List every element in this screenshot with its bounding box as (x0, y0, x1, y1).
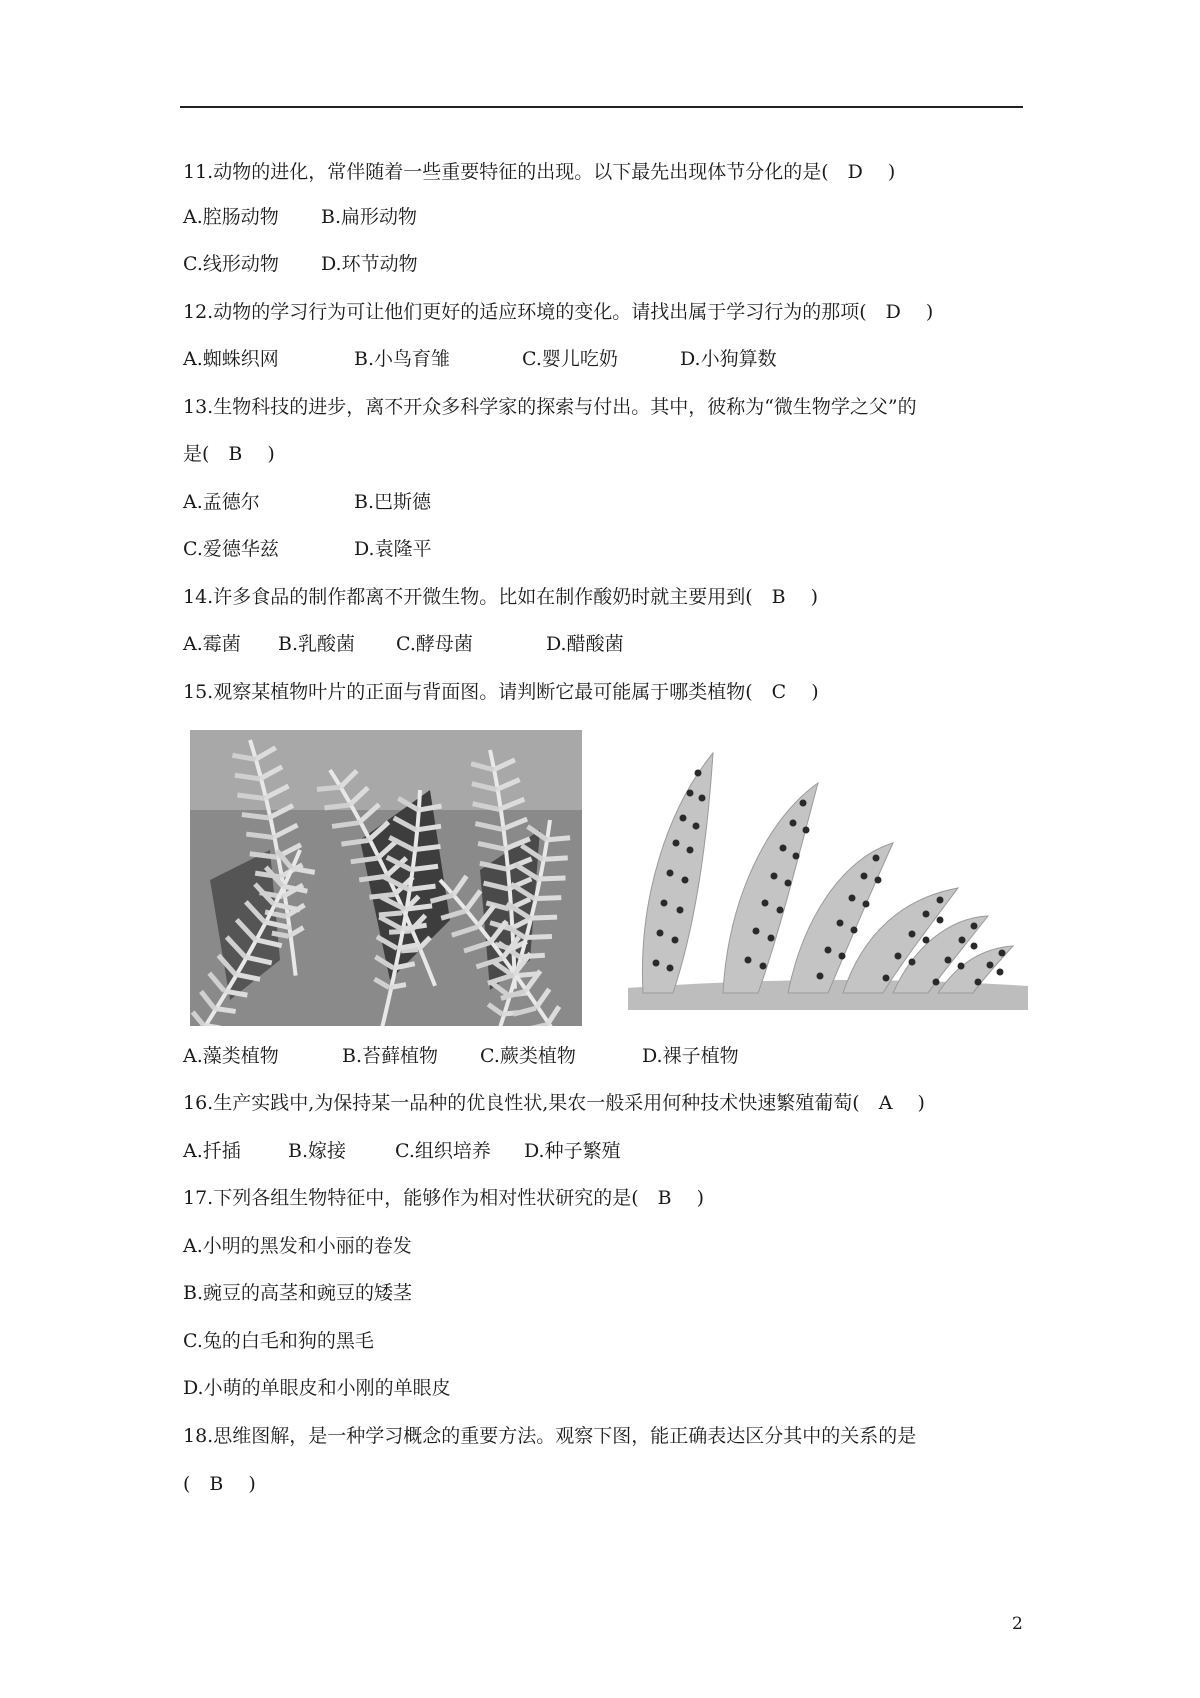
question-13-stem-line1: 13.生物科技的进步，离不开众多科学家的探索与付出。其中，彼称为“微生物学之父”的 (183, 396, 917, 418)
option-b: B.乳酸菌 (278, 633, 356, 655)
fern-leaf-back-sori-photo (628, 748, 1028, 1010)
option-c: C.爱德华兹 (183, 538, 279, 560)
question-11-stem: 11.动物的进化，常伴随着一些重要特征的出现。以下最先出现体节分化的是( D ) (183, 161, 896, 183)
question-11-options-row1 (183, 205, 417, 229)
page-number: 2 (1012, 1614, 1023, 1634)
question-13-options-row2 (183, 537, 432, 561)
option-c: C.酵母菌 (396, 633, 473, 655)
option-c: C.蕨类植物 (480, 1045, 576, 1067)
option-d: D.环节动物 (321, 253, 418, 275)
question-17-stem: 17.下列各组生物特征中，能够作为相对性状研究的是( B ) (183, 1187, 705, 1209)
question-11-options-row2 (183, 252, 418, 276)
option-a: A.孟德尔 (183, 491, 260, 513)
question-18-stem-line1: 18.思维图解，是一种学习概念的重要方法。观察下图，能正确表达区分其中的关系的是 (183, 1425, 917, 1447)
option-d: D.裸子植物 (642, 1045, 739, 1067)
option-a: A.藻类植物 (183, 1045, 279, 1067)
question-15-stem: 15.观察某植物叶片的正面与背面图。请判断它最可能属于哪类植物( C ) (183, 681, 819, 703)
question-17-option-c: C.兔的白毛和狗的黑毛 (183, 1330, 374, 1352)
question-16-stem: 16.生产实践中,为保持某一品种的优良性状,果农一般采用何种技术快速繁殖葡萄( A ) (183, 1092, 925, 1114)
option-b: B.苔藓植物 (342, 1045, 439, 1067)
option-b: B.扁形动物 (321, 206, 418, 228)
question-14-options (183, 632, 624, 656)
question-14-stem: 14.许多食品的制作都离不开微生物。比如在制作酸奶时就主要用到( B ) (183, 586, 819, 608)
option-a: A.腔肠动物 (183, 206, 279, 228)
question-17-option-d: D.小萌的单眼皮和小刚的单眼皮 (183, 1377, 451, 1399)
option-d: D.袁隆平 (354, 538, 432, 560)
option-b: B.巴斯德 (354, 491, 432, 513)
option-a: A.霉菌 (183, 633, 241, 655)
question-13-options-row1 (183, 490, 431, 514)
question-13-stem-line2: 是( B ) (183, 443, 275, 465)
option-b: B.小鸟育雏 (354, 348, 451, 370)
question-16-options (183, 1139, 621, 1163)
option-d: D.种子繁殖 (524, 1140, 621, 1162)
option-c: C.组织培养 (395, 1140, 491, 1162)
option-a: A.蜘蛛织网 (183, 348, 279, 370)
header-rule (180, 106, 1023, 108)
option-c: C.线形动物 (183, 253, 279, 275)
question-12-stem: 12.动物的学习行为可让他们更好的适应环境的变化。请找出属于学习行为的那项( D ) (183, 301, 934, 323)
option-a: A.扦插 (183, 1140, 241, 1162)
option-d: D.小狗算数 (680, 348, 777, 370)
question-18-stem-line2: ( B ) (183, 1473, 256, 1495)
option-d: D.醋酸菌 (546, 633, 624, 655)
option-c: C.婴儿吃奶 (522, 348, 618, 370)
option-b: B.嫁接 (288, 1140, 347, 1162)
fern-leaf-front-photo (190, 730, 582, 1026)
question-12-options (183, 347, 777, 371)
question-17-option-a: A.小明的黑发和小丽的卷发 (183, 1235, 412, 1257)
question-15-options (183, 1044, 739, 1068)
question-17-option-b: B.豌豆的高茎和豌豆的矮茎 (183, 1282, 413, 1304)
